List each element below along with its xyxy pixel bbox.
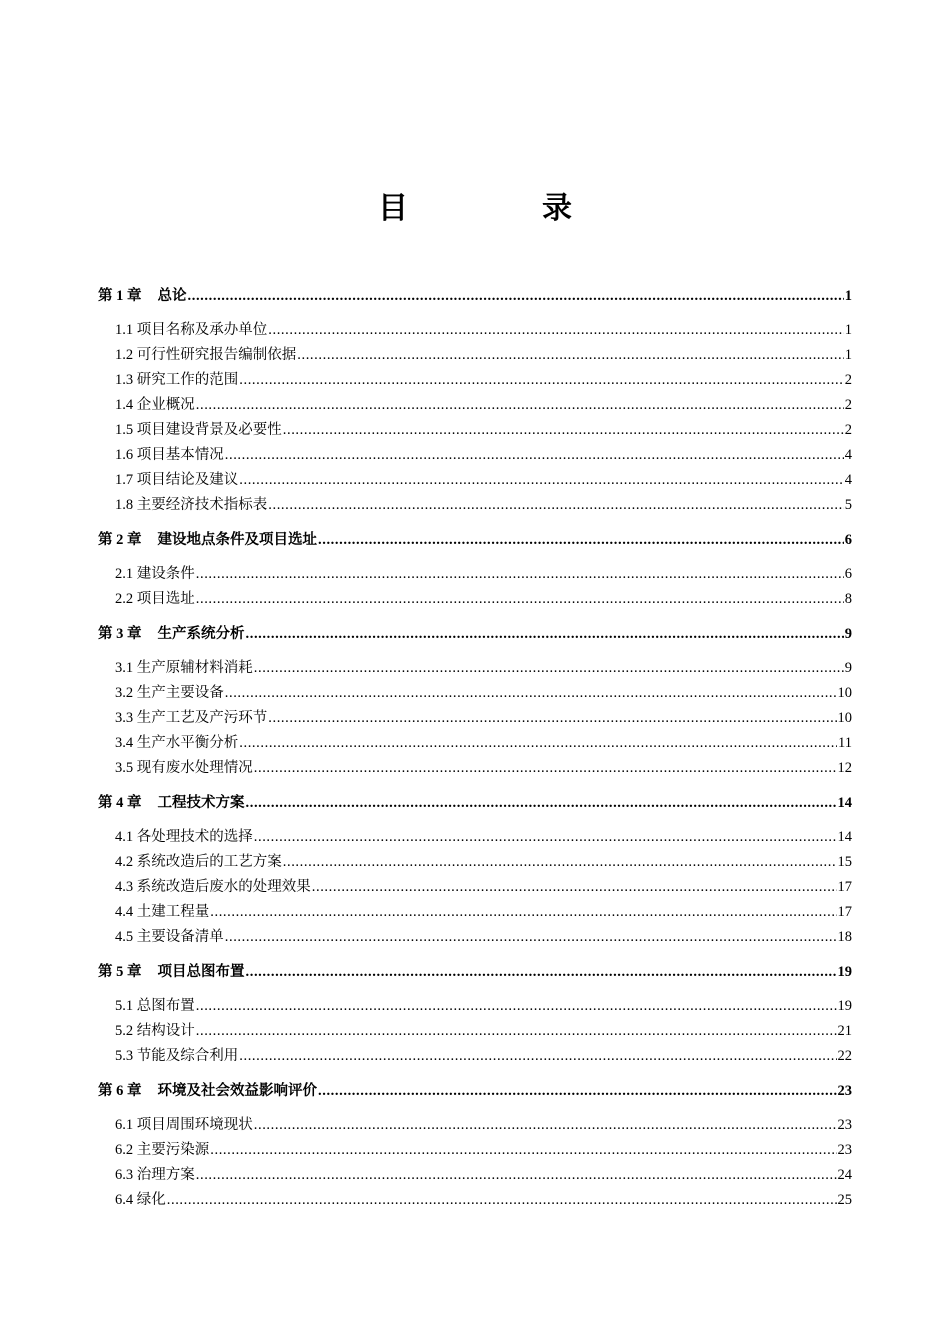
section-title: 3.1 生产原辅材料消耗 [115, 660, 253, 676]
dot-leader [268, 322, 844, 339]
toc-section-1-3[interactable] [98, 368, 852, 393]
toc-section-5-3[interactable] [98, 1044, 852, 1069]
dot-leader [254, 760, 837, 777]
chapter-number: 第 1 章 [98, 288, 142, 304]
dot-leader [312, 879, 837, 896]
page-number: 22 [837, 1048, 852, 1064]
dot-leader [239, 472, 844, 489]
table-of-contents [98, 284, 852, 1213]
section-title: 6.1 项目周围环境现状 [115, 1117, 253, 1133]
chapter-number: 第 6 章 [98, 1083, 142, 1099]
dot-leader [254, 1117, 837, 1134]
toc-chapter-4[interactable] [98, 791, 852, 815]
chapter-number: 第 5 章 [98, 964, 142, 980]
dot-leader [268, 497, 844, 514]
dot-leader [210, 904, 836, 921]
chapter-title: 环境及社会效益影响评价 [157, 1083, 317, 1099]
dot-leader [225, 929, 837, 946]
page-number: 2 [844, 397, 852, 413]
page-number: 6 [844, 566, 852, 582]
section-title: 1.6 项目基本情况 [115, 447, 224, 463]
section-title: 3.2 生产主要设备 [115, 685, 224, 701]
toc-chapter-1[interactable] [98, 284, 852, 308]
dot-leader [246, 626, 844, 643]
chapter-title: 项目总图布置 [157, 964, 245, 980]
section-title: 6.3 治理方案 [115, 1167, 195, 1183]
page-number: 4 [844, 472, 852, 488]
toc-section-5-2[interactable] [98, 1019, 852, 1044]
dot-leader [297, 347, 844, 364]
page-number: 1 [844, 347, 852, 363]
page-number: 4 [844, 447, 852, 463]
page-number: 10 [837, 710, 852, 726]
page-number: 9 [844, 626, 852, 642]
section-title: 1.1 项目名称及承办单位 [115, 322, 268, 338]
toc-section-3-4[interactable] [98, 731, 852, 756]
toc-section-4-5[interactable] [98, 925, 852, 950]
section-title: 3.3 生产工艺及产污环节 [115, 710, 268, 726]
page-number: 1 [844, 322, 852, 338]
toc-section-2-1[interactable] [98, 562, 852, 587]
dot-leader [225, 447, 844, 464]
page-number: 11 [838, 735, 852, 751]
page-number: 25 [837, 1192, 852, 1208]
section-title: 5.3 节能及综合利用 [115, 1048, 239, 1064]
dot-leader [254, 660, 844, 677]
section-title: 1.7 项目结论及建议 [115, 472, 239, 488]
dot-leader [246, 964, 837, 981]
toc-section-3-3[interactable] [98, 706, 852, 731]
dot-leader [239, 372, 844, 389]
chapter-title: 建设地点条件及项目选址 [157, 532, 317, 548]
dot-leader [196, 998, 837, 1015]
section-title: 1.8 主要经济技术指标表 [115, 497, 268, 513]
section-title: 1.5 项目建设背景及必要性 [115, 422, 282, 438]
toc-section-1-5[interactable] [98, 418, 852, 443]
section-title: 1.4 企业概况 [115, 397, 195, 413]
section-title: 6.4 绿化 [115, 1192, 166, 1208]
page-number: 23 [837, 1142, 852, 1158]
section-title: 4.4 土建工程量 [115, 904, 210, 920]
toc-section-1-1[interactable] [98, 318, 852, 343]
toc-section-1-7[interactable] [98, 468, 852, 493]
toc-chapter-5[interactable] [98, 960, 852, 984]
section-title: 2.1 建设条件 [115, 566, 195, 582]
toc-section-6-3[interactable] [98, 1163, 852, 1188]
page-number: 17 [837, 879, 852, 895]
section-title: 1.3 研究工作的范围 [115, 372, 239, 388]
dot-leader [196, 591, 844, 608]
section-title: 2.2 项目选址 [115, 591, 195, 607]
toc-chapter-6[interactable] [98, 1079, 852, 1103]
page-number: 5 [844, 497, 852, 513]
dot-leader [225, 685, 837, 702]
dot-leader [196, 1023, 837, 1040]
page-number: 2 [844, 372, 852, 388]
section-title: 4.1 各处理技术的选择 [115, 829, 253, 845]
page-number: 23 [837, 1117, 852, 1133]
toc-section-6-2[interactable] [98, 1138, 852, 1163]
toc-section-4-4[interactable] [98, 900, 852, 925]
page-number: 8 [844, 591, 852, 607]
section-title: 5.1 总图布置 [115, 998, 195, 1014]
section-title: 4.5 主要设备清单 [115, 929, 224, 945]
dot-leader [318, 532, 844, 549]
page-number: 18 [837, 929, 852, 945]
chapter-title: 总论 [157, 288, 187, 304]
page-number: 15 [837, 854, 852, 870]
section-title: 3.5 现有废水处理情况 [115, 760, 253, 776]
page-number: 19 [837, 964, 852, 980]
section-title: 6.2 主要污染源 [115, 1142, 210, 1158]
toc-chapter-3[interactable] [98, 622, 852, 646]
page-number: 23 [837, 1083, 852, 1099]
page-number: 17 [837, 904, 852, 920]
page-number: 21 [837, 1023, 852, 1039]
chapter-title: 生产系统分析 [157, 626, 245, 642]
toc-section-1-6[interactable] [98, 443, 852, 468]
toc-section-2-2[interactable] [98, 587, 852, 612]
page-number: 1 [844, 288, 852, 304]
chapter-number: 第 4 章 [98, 795, 142, 811]
dot-leader [318, 1083, 837, 1100]
page-number: 9 [844, 660, 852, 676]
page-number: 12 [837, 760, 852, 776]
toc-section-4-1[interactable] [98, 825, 852, 850]
dot-leader [210, 1142, 836, 1159]
dot-leader [196, 1167, 837, 1184]
page-title: 目 录 [378, 191, 624, 226]
dot-leader [167, 1192, 837, 1209]
chapter-number: 第 3 章 [98, 626, 142, 642]
chapter-number: 第 2 章 [98, 532, 142, 548]
dot-leader [196, 397, 844, 414]
page-number: 2 [844, 422, 852, 438]
toc-section-1-8[interactable] [98, 493, 852, 518]
page-number: 6 [844, 532, 852, 548]
toc-section-4-3[interactable] [98, 875, 852, 900]
toc-section-6-1[interactable] [98, 1113, 852, 1138]
dot-leader [268, 710, 836, 727]
page-number: 10 [837, 685, 852, 701]
toc-section-3-5[interactable] [98, 756, 852, 781]
toc-section-1-2[interactable] [98, 343, 852, 368]
dot-leader [283, 422, 844, 439]
dot-leader [246, 795, 837, 812]
page-number: 24 [837, 1167, 852, 1183]
dot-leader [239, 735, 837, 752]
page-number: 14 [837, 795, 852, 811]
section-title: 5.2 结构设计 [115, 1023, 195, 1039]
toc-section-4-2[interactable] [98, 850, 852, 875]
toc-section-3-2[interactable] [98, 681, 852, 706]
toc-section-6-4[interactable] [98, 1188, 852, 1213]
dot-leader [254, 829, 837, 846]
toc-section-1-4[interactable] [98, 393, 852, 418]
chapter-title: 工程技术方案 [157, 795, 245, 811]
dot-leader [283, 854, 837, 871]
page-number: 14 [837, 829, 852, 845]
section-title: 4.2 系统改造后的工艺方案 [115, 854, 282, 870]
section-title: 3.4 生产水平衡分析 [115, 735, 239, 751]
toc-chapter-2[interactable] [98, 528, 852, 552]
section-title: 4.3 系统改造后废水的处理效果 [115, 879, 311, 895]
toc-section-3-1[interactable] [98, 656, 852, 681]
page-number: 19 [837, 998, 852, 1014]
dot-leader [188, 288, 844, 305]
dot-leader [239, 1048, 836, 1065]
dot-leader [196, 566, 844, 583]
toc-section-5-1[interactable] [98, 994, 852, 1019]
section-title: 1.2 可行性研究报告编制依据 [115, 347, 297, 363]
